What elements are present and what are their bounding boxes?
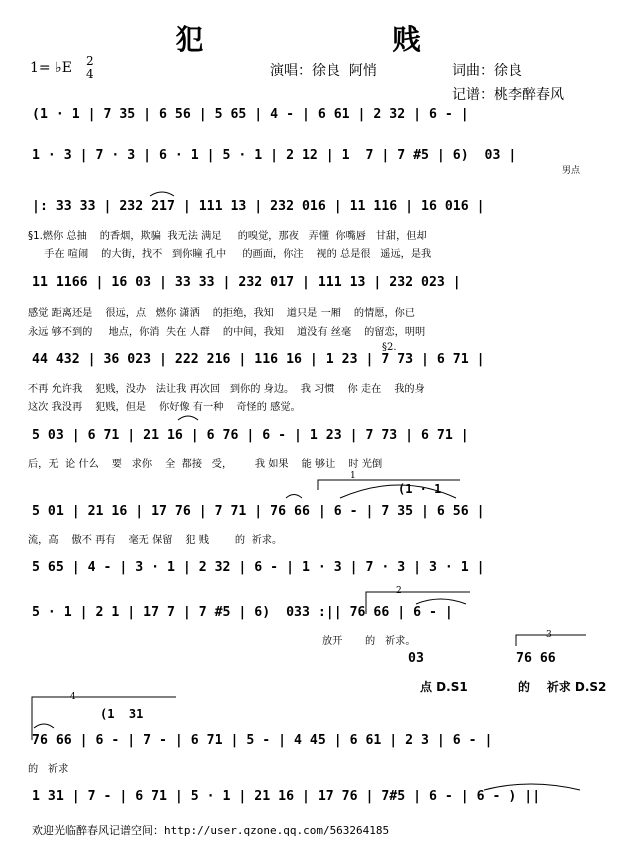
notation-row-2: 1 · 3 | 7 · 3 | 6 · 1 | 5 · 1 | 2 12 | 1 7 | 7 #5 | 6) 03 | — [32, 148, 517, 163]
segno-2: §2. — [382, 342, 397, 353]
lyric-row-10a: 的 祈求 — [28, 764, 69, 775]
notation-row-5: 44 432 | 36 023 | 222 216 | 116 16 | 1 23 | 7 73 | 6 71 | — [32, 352, 485, 367]
notation-row-9: 5 · 1 | 2 1 | 17 7 | 7 #5 | 6) 033 :|| 76 66 | 6 - | — [32, 605, 453, 620]
notation-row-1: (1 · 1 | 7 35 | 6 56 | 5 65 | 4 - | 6 61 | 2 32 | 6 - | — [32, 107, 469, 122]
notation-row-8: 5 65 | 4 - | 3 · 1 | 2 32 | 6 - | 1 · 3 | 7 · 3 | 3 · 1 | — [32, 560, 485, 575]
lyric-row-4a: 感觉 距离还是 很远，点 燃你 潇洒 的拒绝，我知 道只是 一厢 的情愿，你已 — [28, 308, 416, 319]
male-point-label: 男点 — [562, 166, 581, 176]
ending-1-label: 1 — [350, 471, 356, 481]
tie-7 — [484, 784, 580, 790]
tie-6 — [34, 724, 54, 728]
notation-row-4: 11 1166 | 16 03 | 33 33 | 232 017 | 111 13 | 232 023 | — [32, 275, 461, 290]
bracket-4: (1 31 — [100, 707, 144, 721]
lyric-row-3b: 手在 喧闹 的大街，找不 到你瞳 孔中 的画面，你注 视的 总是很 遥远，是我 — [28, 249, 432, 260]
lyric-row-9a: 放开 的 祈求。 — [322, 636, 416, 647]
notation-row-7: 5 01 | 21 16 | 17 76 | 7 71 | 76 66 | 6 - | 7 35 | 6 56 | — [32, 504, 485, 519]
tie-3 — [286, 495, 302, 499]
notation-row-11: 1 31 | 7 - | 6 71 | 5 · 1 | 21 16 | 17 76 | 7#5 | 6 - | 6 - ) || — [32, 789, 541, 804]
tie-5 — [416, 599, 466, 604]
key-signature: 1= ♭E — [30, 60, 72, 76]
notation-row-6: 5 03 | 6 71 | 21 16 | 6 76 | 6 - | 1 23 | 7 73 | 6 71 | — [32, 428, 469, 443]
ending-4-label: 4 — [70, 692, 76, 702]
tie-1 — [150, 192, 174, 196]
lyric-row-6a: 后，无 论 什么 要 求你 全 都接 受， 我 如果 能 够让 时 光倒 — [28, 459, 383, 470]
bracket-1: (1 · 1 — [398, 482, 442, 496]
ds1-label: 点 D.S1 — [420, 680, 468, 694]
ds2-label: 的 祈求 D.S2 — [518, 680, 607, 694]
song-title: 犯 贱 — [175, 23, 451, 56]
notation-row-3: |: 33 33 | 232 217 | 111 13 | 232 016 | 11 116 | 16 016 | — [32, 199, 485, 214]
lyric-row-7a: 流，高 傲不 再有 毫无 保留 犯 贱 的 祈求。 — [28, 535, 283, 546]
singer-credit: 演唱：徐良 阿悄 — [270, 63, 377, 79]
ending-4-bracket — [32, 697, 176, 740]
lyric-row-3a: §1.燃你 总抽 的香烟，欺骗 我无法 满足 的嗅觉，那夜 弄懂 你嘴唇 甘甜，但却 — [28, 231, 427, 242]
ending-3-label: 3 — [546, 630, 552, 640]
ending-3-bracket — [516, 635, 586, 646]
transcriber-credit: 记谱：桃李醉春风 — [452, 87, 564, 103]
ds1-notes: 03 — [408, 651, 424, 666]
time-signature-bottom: 4 — [86, 67, 94, 81]
lyric-row-5b: 这次 我没再 犯贱，但是 你好像 有一种 奇怪的 感觉。 — [28, 402, 301, 413]
ds2-notes: 76 66 — [516, 651, 556, 666]
footer-text: 欢迎光临醉春风记谱空间：http://user.qzone.qq.com/563264185 — [32, 824, 390, 837]
notation-row-10: 76 66 | 6 - | 7 - | 6 71 | 5 - | 4 45 | 6 61 | 2 3 | 6 - | — [32, 733, 493, 748]
composer-credit: 词曲：徐良 — [452, 63, 522, 79]
time-signature-top: 2 — [86, 54, 94, 68]
lyric-row-4b: 永远 够不到的 地点，你消 失在 人群 的中间，我知 道没有 丝毫 的留恋，明明 — [28, 327, 426, 338]
tie-4 — [340, 485, 456, 498]
tie-2 — [178, 416, 198, 420]
lyric-row-5a: 不再 允许我 犯贱，没办 法让我 再次回 到你的 身边。 我 习惯 你 走在 我的身 — [28, 384, 425, 395]
ending-2-label: 2 — [396, 586, 402, 596]
